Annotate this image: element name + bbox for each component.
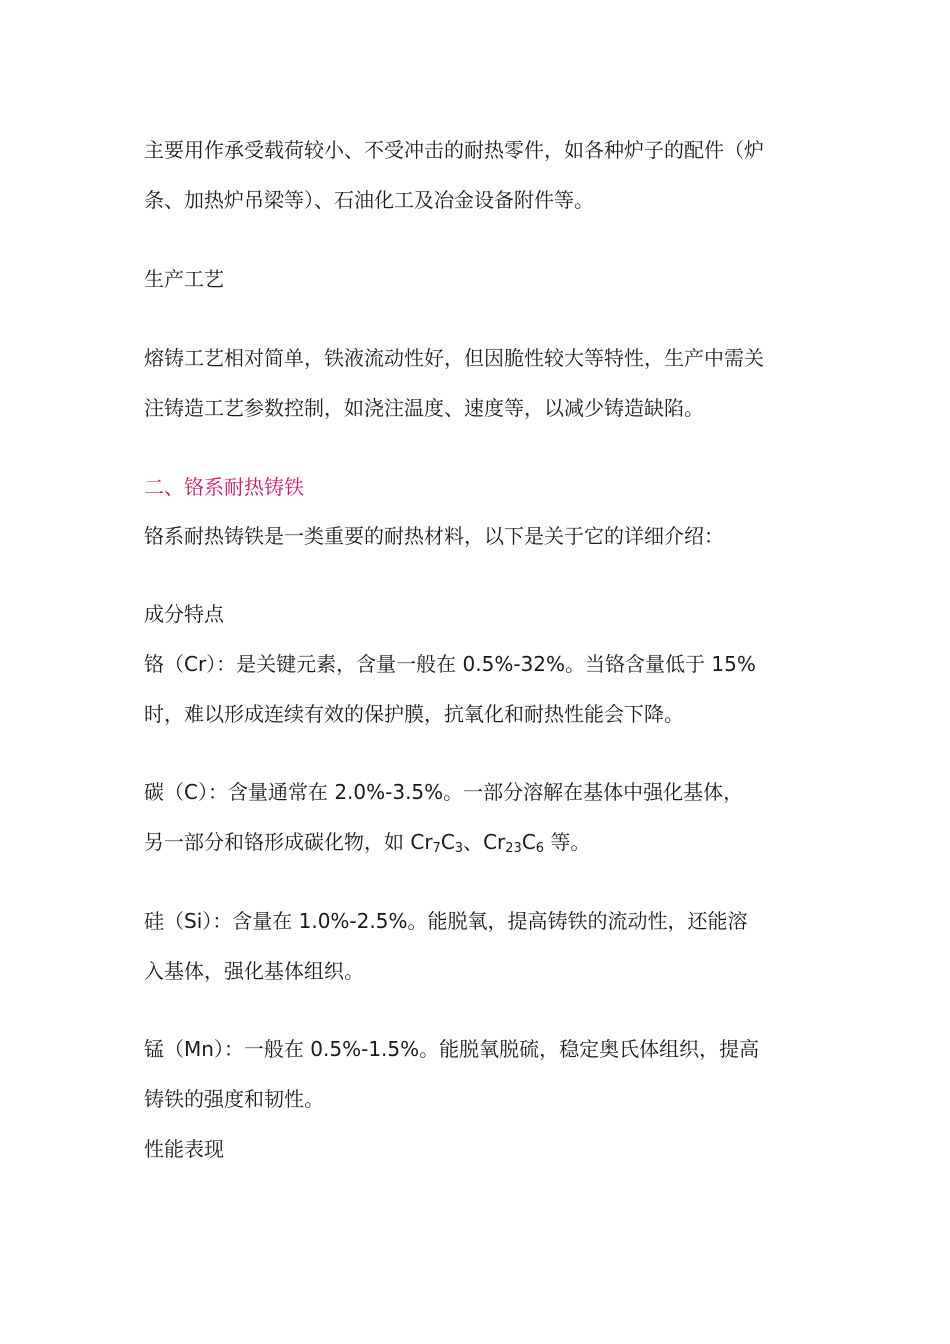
carbon-line-2-prefix: 另一部分和铬形成碳化物，如 [144, 830, 411, 854]
formula-cr7c3 [410, 830, 463, 854]
composition-heading: 成分特点 [144, 602, 224, 626]
formula-separator: 、 [463, 830, 484, 854]
manganese-line-2: 铸铁的强度和韧性。 [144, 1087, 324, 1111]
section-heading-chromium-cast-iron: 二、铬系耐热铸铁 [144, 475, 304, 499]
carbon-line-2-suffix: 等。 [544, 830, 591, 854]
formula-cr23c6-sub-6: 6 [535, 841, 545, 856]
carbon-line-1: 碳（C）：含量通常在 2.0%-3.5%。一部分溶解在基体中强化基体， [144, 780, 744, 804]
process-line-1: 熔铸工艺相对简单，铁液流动性好，但因脆性较大等特性，生产中需关 [144, 346, 764, 370]
formula-cr23c6-c: C [521, 830, 536, 854]
section-intro: 铬系耐热铸铁是一类重要的耐热材料，以下是关于它的详细介绍： [144, 524, 724, 548]
chromium-line-2: 时，难以形成连续有效的保护膜，抗氧化和耐热性能会下降。 [144, 702, 684, 726]
usage-line-2: 条、加热炉吊梁等）、石油化工及冶金设备附件等。 [144, 188, 594, 212]
carbon-line-2 [144, 828, 814, 856]
formula-cr23c6-sub-23: 23 [505, 841, 522, 856]
formula-cr7c3-sub-3: 3 [454, 841, 464, 856]
formula-cr23c6-cr: Cr [483, 830, 506, 854]
manganese-line-1: 锰（Mn）：一般在 0.5%-1.5%。能脱氧脱硫，稳定奥氏体组织，提高 [144, 1037, 760, 1061]
process-heading: 生产工艺 [144, 267, 224, 291]
usage-line-1: 主要用作承受载荷较小、不受冲击的耐热零件，如各种炉子的配件（炉 [144, 138, 764, 162]
formula-cr7c3-sub-7: 7 [432, 841, 441, 856]
process-line-2: 注铸造工艺参数控制，如浇注温度、速度等，以减少铸造缺陷。 [144, 396, 704, 420]
chromium-line-1: 铬（Cr）：是关键元素，含量一般在 0.5%-32%。当铬含量低于 15% [144, 652, 756, 676]
formula-cr7c3-cr: Cr [410, 830, 433, 854]
silicon-line-1: 硅（Si）：含量在 1.0%-2.5%。能脱氧，提高铸铁的流动性，还能溶 [144, 909, 748, 933]
formula-cr7c3-c: C [440, 830, 455, 854]
performance-heading: 性能表现 [144, 1137, 224, 1161]
formula-cr23c6 [483, 830, 544, 854]
silicon-line-2: 入基体，强化基体组织。 [144, 959, 364, 983]
